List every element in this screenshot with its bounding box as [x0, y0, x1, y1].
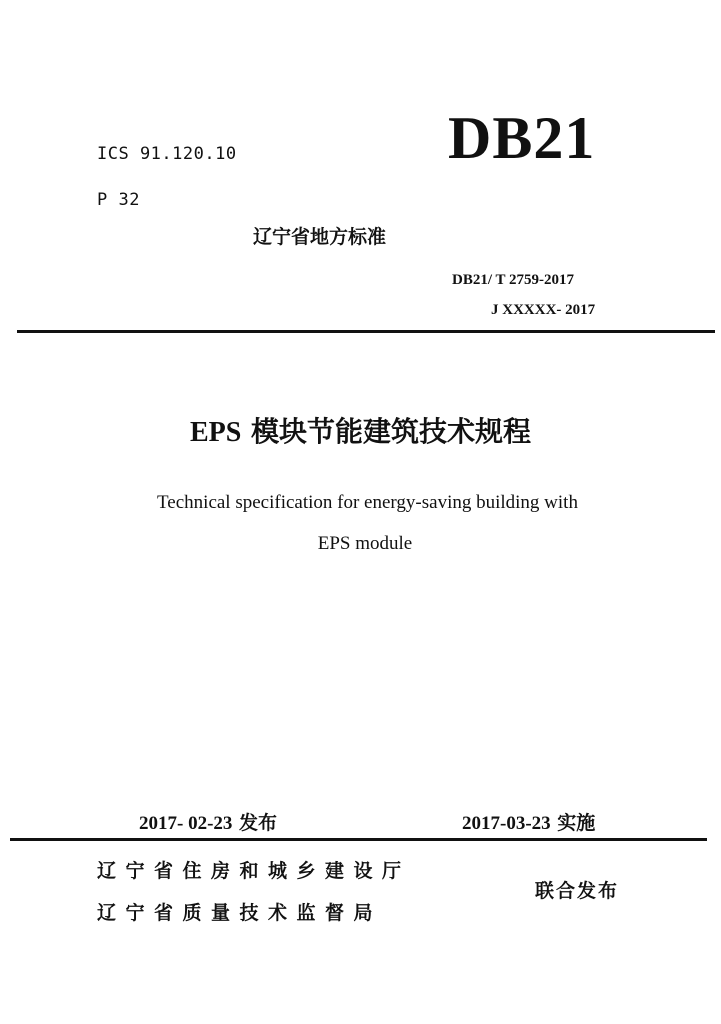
implementation-date-value: 2017-03-23: [462, 813, 551, 834]
joint-issue-label: 联合发布: [535, 880, 620, 902]
issue-date-value: 2017- 02-23: [139, 813, 233, 834]
standard-type: 辽宁省地方标准: [253, 226, 387, 248]
document-title-cn: [0, 410, 721, 450]
record-number: J XXXXX- 2017: [491, 302, 596, 318]
implementation-date: [462, 808, 595, 835]
issuer-org-1: 辽宁省住房和城乡建设厅: [97, 860, 411, 882]
standard-logo: DB21: [448, 105, 596, 171]
document-title-en-line2: EPS module: [317, 533, 413, 554]
issue-date: [139, 808, 277, 835]
bottom-divider: [10, 838, 707, 841]
top-divider: [17, 330, 715, 333]
document-title-en-line1: Technical specification for energy-saving building with: [157, 492, 578, 513]
category-code: P 32: [97, 190, 140, 210]
issuer-org-2: 辽宁省质量技术监督局: [97, 902, 383, 924]
title-cn-main: 模块节能建筑技术规程: [241, 415, 532, 448]
title-cn-prefix: EPS: [189, 417, 242, 448]
issue-date-label: 发布: [232, 812, 278, 834]
standard-number: DB21/ T 2759-2017: [452, 272, 574, 288]
implementation-date-label: 实施: [550, 812, 596, 834]
ics-code: ICS 91.120.10: [97, 144, 237, 164]
